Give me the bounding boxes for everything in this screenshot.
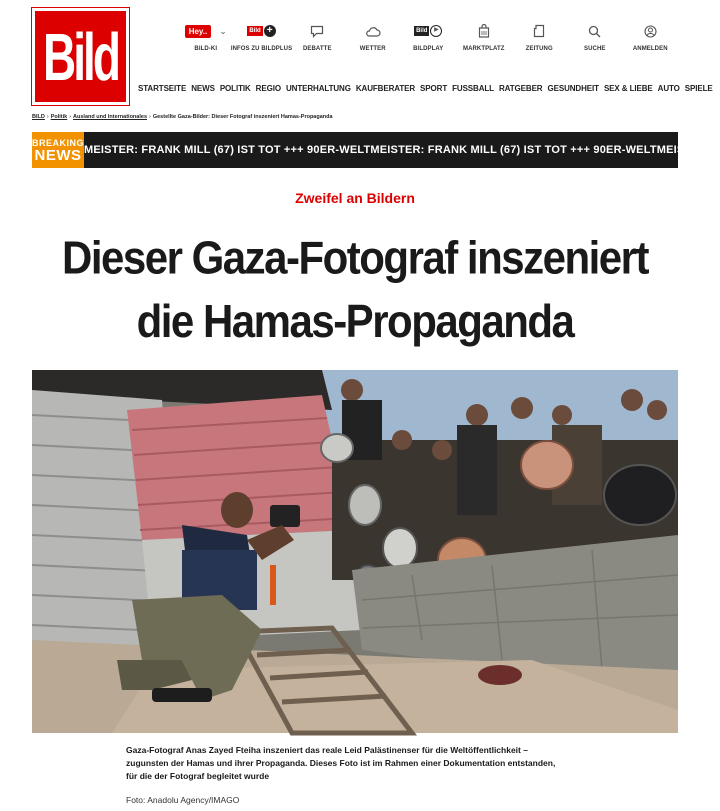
nav-item-ratgeber[interactable]: RATGEBER: [498, 84, 543, 93]
zeitung-button[interactable]: ZEITUNG: [512, 22, 568, 62]
newspaper-icon: [533, 22, 545, 40]
breaking-news-badge: BREAKING NEWS: [32, 132, 84, 168]
breadcrumb-link-bild[interactable]: BILD: [32, 114, 45, 120]
bildplay-icon: Bild ▶: [414, 22, 442, 40]
bildplus-icon: Bild +: [247, 22, 275, 40]
article-hero-photo[interactable]: [32, 370, 678, 733]
breaking-news-ticker[interactable]: MEISTER: FRANK MILL (67) IST TOT +++ 90ER-WELTMEISTER: FRANK MILL (67) IST TOT +++ 90ER-WELTMEIS: [84, 144, 685, 156]
marketplace-icon: [478, 22, 490, 40]
chevron-down-icon: ⌄: [219, 25, 227, 36]
search-icon: [588, 22, 601, 40]
article-headline: Dieser Gaza-Fotograf inszeniert die Hamas-Propaganda: [62, 231, 648, 347]
nav-item-auto[interactable]: AUTO: [657, 84, 680, 93]
breadcrumb: BILD › Politik › Ausland und Internationales › Gestellte Gaza-Bilder: Dieser Fotograf inszeniert Hamas-Propaganda: [32, 114, 333, 120]
nav-item-spiele[interactable]: SPIELE: [684, 84, 713, 93]
breadcrumb-link-politik[interactable]: Politik: [50, 114, 68, 120]
photo-credit: Foto: Anadolu Agency/IMAGO: [126, 795, 240, 805]
nav-item-sport[interactable]: SPORT: [420, 84, 448, 93]
nav-item-news[interactable]: NEWS: [191, 84, 215, 93]
weather-cloud-icon: [365, 22, 381, 40]
bildplus-info-button[interactable]: Bild + INFOS ZU BILDPLUS: [234, 22, 290, 62]
logo-text: Bild: [43, 18, 118, 95]
bild-logo[interactable]: [32, 8, 129, 105]
wetter-button[interactable]: WETTER: [345, 22, 401, 62]
photo-caption: Gaza-Fotograf Anas Zayed Fteiha inszeniert das reale Leid Palästinenser für die Weltöffentlichkeit – zugunsten der Hamas und ihrer Propaganda. Dieses Foto ist im Rahmen einer Dokumentation entstanden, für die der Fotograf begleitet wurde: [126, 745, 556, 781]
main-navigation: [138, 84, 713, 93]
article-kicker: Zweifel an Bildern: [295, 190, 415, 206]
breaking-news-bar[interactable]: [32, 132, 685, 168]
debatte-button[interactable]: DEBATTE: [290, 22, 346, 62]
nav-item-regio[interactable]: REGIO: [255, 84, 281, 93]
hey-badge-icon: Hey.. ⌄: [185, 22, 227, 40]
suche-button[interactable]: SUCHE: [567, 22, 623, 62]
nav-item-startseite[interactable]: STARTSEITE: [138, 84, 187, 93]
breadcrumb-current: Gestellte Gaza-Bilder: Dieser Fotograf inszeniert Hamas-Propaganda: [152, 114, 333, 120]
nav-item-unterhaltung[interactable]: UNTERHALTUNG: [285, 84, 351, 93]
nav-item-politik[interactable]: POLITIK: [219, 84, 251, 93]
photo-illustration: [32, 370, 678, 733]
top-icon-bar: [178, 22, 678, 62]
nav-item-gesundheit[interactable]: GESUNDHEIT: [547, 84, 599, 93]
nav-item-kaufberater[interactable]: KAUFBERATER: [355, 84, 416, 93]
marktplatz-button[interactable]: MARKTPLATZ: [456, 22, 512, 62]
speech-bubble-icon: [310, 22, 324, 40]
bild-ki-button[interactable]: Hey.. ⌄ BILD-KI: [178, 22, 234, 62]
nav-item-fussball[interactable]: FUSSBALL: [452, 84, 494, 93]
anmelden-button[interactable]: ANMELDEN: [623, 22, 679, 62]
nav-item-sex-liebe[interactable]: SEX & LIEBE: [603, 84, 653, 93]
bildplay-button[interactable]: Bild ▶ BILDPLAY: [401, 22, 457, 62]
breadcrumb-link-ausland[interactable]: Ausland und Internationales: [73, 114, 147, 120]
user-icon: [644, 22, 657, 40]
page: [32, 0, 713, 811]
